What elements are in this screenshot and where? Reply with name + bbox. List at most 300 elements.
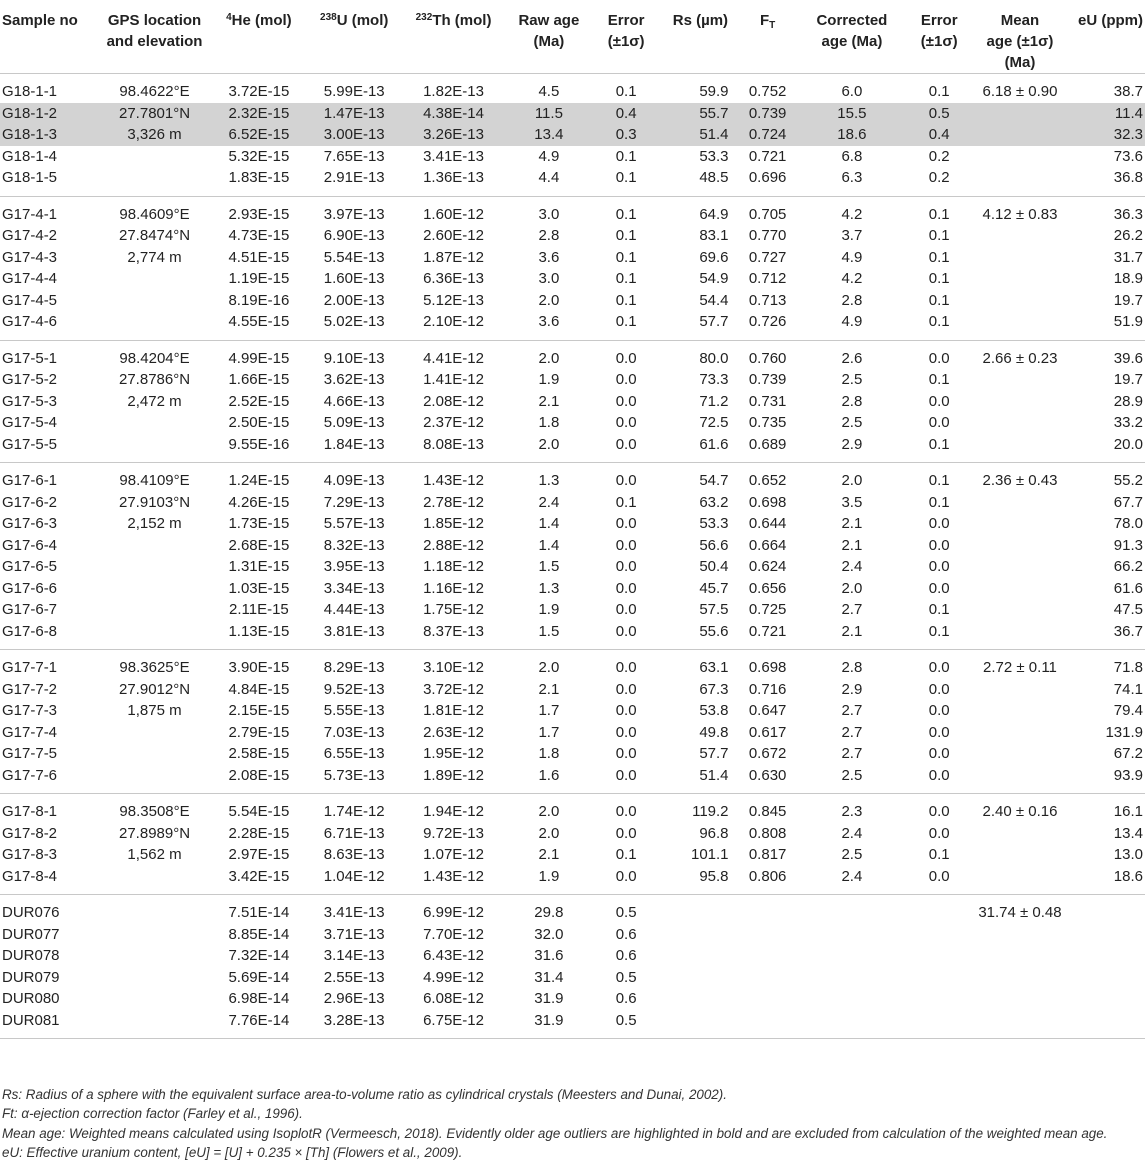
cell-raw-age: 3.0 [538, 205, 560, 223]
table-row [0, 599, 1145, 621]
cell-th: 1.81E-12 [423, 702, 484, 719]
cell-u: 8.29E-13 [323, 659, 385, 676]
cell-error-2: 0.1 [928, 313, 950, 330]
header-gps: GPS location and elevation [106, 12, 203, 50]
cell-eu [1073, 967, 1145, 989]
cell-error: 0.0 [615, 766, 637, 784]
spacer-cell [0, 333, 1145, 341]
cell-th: 1.75E-12 [423, 601, 484, 618]
cell-corrected-age: 2.7 [841, 601, 863, 618]
cell-eu: 93.9 [1113, 766, 1143, 784]
cell-u: 4.44E-13 [323, 601, 385, 618]
cell-he: 2.97E-15 [228, 846, 290, 863]
cell-he: 2.32E-15 [213, 103, 305, 125]
cell-eu: 55.2 [1113, 472, 1143, 489]
table-row [0, 348, 1145, 370]
cell-th: 1.36E-13 [423, 169, 484, 186]
cell-error-2: 0.0 [928, 579, 950, 597]
cell-raw-age: 3.6 [538, 313, 560, 330]
cell-ft: 0.721 [748, 622, 787, 640]
cell-mean-age [967, 679, 1072, 701]
cell-gps: 27.7801°N [96, 103, 212, 125]
cell-gps: 98.4609°E [119, 205, 190, 223]
table-row [0, 124, 1145, 146]
cell-rs: 51.4 [658, 124, 742, 146]
cell-error-2: 0.0 [928, 702, 950, 719]
cell-u: 5.55E-13 [323, 702, 385, 719]
cell-he: 4.99E-15 [228, 349, 290, 367]
cell-mean-age [967, 167, 1072, 189]
cell-error: 0.3 [594, 124, 658, 146]
cell-raw-age: 1.7 [538, 723, 560, 741]
cell-rs: 63.2 [699, 493, 729, 511]
cell-corrected-age: 15.5 [793, 103, 911, 125]
cell-error: 0.0 [615, 472, 637, 489]
cell-he: 1.03E-15 [228, 579, 290, 597]
table-row [0, 823, 1145, 845]
cell-error: 0.0 [615, 558, 637, 575]
cell-gps [96, 311, 212, 333]
cell-corrected-age: 3.7 [841, 227, 863, 244]
cell-corrected-age: 2.5 [841, 846, 863, 863]
cell-error-2: 0.0 [928, 536, 950, 554]
cell-raw-age: 2.8 [538, 227, 560, 244]
cell-raw-age: 2.0 [538, 803, 560, 820]
cell-rs: 53.3 [699, 515, 729, 532]
cell-he: 2.79E-15 [228, 723, 290, 741]
cell-rs: 48.5 [699, 169, 729, 186]
cell-gps [96, 556, 212, 578]
cell-mean-age: 2.36 ± 0.43 [982, 472, 1058, 489]
cell-th: 1.41E-12 [423, 371, 484, 388]
cell-rs: 51.4 [699, 766, 729, 784]
cell-raw-age: 1.4 [538, 515, 560, 532]
table-row [0, 247, 1145, 269]
cell-sample: G17-6-1 [2, 472, 58, 489]
cell-he: 2.28E-15 [228, 824, 290, 842]
cell-th: 8.08E-13 [423, 435, 484, 453]
cell-ft: 0.617 [748, 723, 787, 741]
cell-u: 7.29E-13 [323, 493, 385, 511]
cell-corrected-age: 4.9 [841, 313, 863, 330]
cell-u: 2.00E-13 [323, 291, 385, 309]
cell-error-2: 0.1 [928, 371, 950, 388]
cell-u: 6.55E-13 [323, 745, 385, 762]
cell-he: 1.24E-15 [228, 472, 290, 489]
cell-ft: 0.721 [748, 147, 787, 165]
cell-raw-age: 3.0 [538, 270, 560, 287]
cell-corrected-age: 2.8 [841, 291, 863, 309]
cell-error: 0.0 [615, 579, 637, 597]
cell-u: 5.73E-13 [323, 766, 385, 784]
cell-he: 2.11E-15 [229, 601, 289, 618]
cell-th: 4.41E-12 [423, 349, 484, 367]
cell-eu: 31.7 [1113, 248, 1143, 266]
cell-sample: G18-1-4 [2, 147, 58, 165]
cell-gps: 27.8474°N [119, 227, 191, 244]
cell-raw-age: 1.3 [538, 579, 560, 597]
cell-u: 5.09E-13 [323, 414, 385, 431]
cell-u: 4.66E-13 [323, 392, 385, 410]
cell-error-2: 0.5 [911, 103, 967, 125]
cell-raw-age: 32.0 [534, 925, 564, 943]
cell-mean-age [967, 412, 1072, 434]
cell-error: 0.1 [615, 291, 637, 309]
header-error-2: Error (±1σ) [920, 12, 958, 50]
cell-gps [96, 434, 212, 456]
cell-th: 1.43E-12 [423, 867, 484, 885]
sample-group [0, 463, 1145, 650]
cell-raw-age: 31.6 [534, 947, 564, 964]
cell-error: 0.1 [615, 493, 637, 511]
cell-ft: 0.630 [748, 766, 787, 784]
cell-sample: G17-4-3 [2, 248, 58, 266]
cell-ft [743, 967, 793, 989]
cell-th: 1.82E-13 [423, 83, 484, 100]
cell-error-2 [911, 988, 967, 1010]
cell-mean-age: 2.40 ± 0.16 [982, 803, 1058, 820]
cell-gps [96, 268, 212, 290]
cell-th: 1.18E-12 [423, 558, 484, 575]
cell-ft [743, 945, 793, 967]
cell-mean-age [967, 492, 1072, 514]
cell-u: 3.95E-13 [323, 558, 385, 575]
footnote-ft: Ft: α-ejection correction factor (Farley et al., 1996). [2, 1106, 303, 1122]
footnote-mean-age: Mean age: Weighted means calculated using IsoplotR (Vermeesch, 2018). Evidently older age outliers are highlighted in bold and are excluded from calculation of the weighted mean age. [2, 1125, 1108, 1141]
cell-rs: 50.4 [699, 558, 729, 575]
cell-ft: 0.727 [748, 248, 787, 266]
cell-error-2: 0.0 [928, 803, 950, 820]
table-row [0, 103, 1145, 125]
cell-rs: 101.1 [690, 846, 729, 863]
cell-raw-age: 4.5 [538, 83, 560, 100]
cell-u: 6.71E-13 [323, 824, 385, 842]
cell-he: 5.54E-15 [228, 803, 290, 820]
cell-rs: 64.9 [699, 205, 729, 223]
header-mean-age: Mean age (±1σ) (Ma) [986, 12, 1054, 71]
cell-ft: 0.624 [748, 558, 787, 575]
table-row [0, 945, 1145, 967]
cell-mean-age [967, 513, 1072, 535]
cell-raw-age: 29.8 [534, 904, 564, 921]
cell-th: 1.16E-12 [423, 579, 484, 597]
spacer-cell [0, 455, 1145, 463]
cell-rs: 59.9 [699, 83, 729, 100]
cell-error-2: 0.0 [928, 723, 950, 741]
cell-mean-age: 31.74 ± 0.48 [978, 904, 1062, 921]
cell-he: 7.76E-14 [228, 1011, 290, 1029]
cell-eu: 36.8 [1113, 169, 1143, 186]
cell-th: 5.12E-13 [423, 291, 484, 309]
table-row [0, 765, 1145, 787]
cell-sample: G17-4-2 [2, 227, 58, 244]
cell-error-2: 0.1 [928, 622, 950, 640]
cell-th: 6.75E-12 [423, 1011, 484, 1029]
cell-sample: DUR078 [2, 947, 60, 964]
cell-sample: G17-6-5 [2, 558, 58, 575]
cell-mean-age [967, 535, 1072, 557]
cell-error-2: 0.0 [928, 867, 950, 885]
cell-mean-age [967, 103, 1072, 125]
cell-sample: G17-7-4 [2, 723, 58, 741]
cell-gps: 98.4204°E [119, 349, 190, 367]
cell-u: 9.52E-13 [323, 680, 385, 698]
cell-corrected-age: 2.9 [841, 435, 863, 453]
cell-u: 3.81E-13 [323, 622, 385, 640]
cell-th: 1.07E-12 [423, 846, 484, 863]
cell-corrected-age: 2.1 [841, 515, 863, 532]
cell-u: 1.47E-13 [305, 103, 403, 125]
cell-ft [743, 924, 793, 946]
cell-th: 3.72E-12 [423, 680, 484, 698]
cell-ft [743, 1010, 793, 1032]
cell-gps: 27.9012°N [119, 680, 191, 698]
cell-error: 0.0 [615, 723, 637, 741]
cell-rs [658, 967, 742, 989]
cell-sample: G17-5-4 [2, 414, 58, 431]
cell-error: 0.0 [615, 349, 637, 367]
cell-rs: 49.8 [699, 723, 729, 741]
cell-he: 4.73E-15 [228, 227, 290, 244]
cell-ft: 0.726 [748, 313, 787, 330]
cell-mean-age [967, 988, 1072, 1010]
cell-u: 3.34E-13 [323, 579, 385, 597]
cell-corrected-age: 2.7 [841, 723, 863, 741]
cell-corrected-age: 3.5 [841, 493, 863, 511]
cell-error: 0.1 [615, 169, 637, 186]
cell-error-2: 0.4 [911, 124, 967, 146]
cell-sample: DUR076 [2, 904, 60, 921]
cell-error-2: 0.0 [928, 349, 950, 367]
table-row [0, 492, 1145, 514]
cell-error: 0.0 [615, 601, 637, 618]
cell-error-2: 0.1 [928, 601, 950, 618]
cell-raw-age: 13.4 [504, 124, 594, 146]
cell-u: 9.10E-13 [323, 349, 385, 367]
table-row [0, 470, 1145, 492]
cell-error-2: 0.0 [928, 745, 950, 762]
cell-error-2: 0.0 [928, 659, 950, 676]
cell-corrected-age: 6.8 [841, 147, 863, 165]
cell-eu: 67.2 [1113, 745, 1143, 762]
cell-error-2: 0.1 [928, 83, 950, 100]
cell-he: 4.26E-15 [228, 493, 290, 511]
cell-gps: 98.4622°E [119, 83, 190, 100]
cell-he: 2.58E-15 [228, 745, 290, 762]
table-footnotes [2, 1085, 1142, 1163]
cell-u: 7.65E-13 [323, 147, 385, 165]
cell-th: 4.38E-14 [403, 103, 503, 125]
table-row [0, 290, 1145, 312]
cell-corrected-age: 2.3 [841, 803, 863, 820]
cell-raw-age: 2.1 [538, 392, 560, 410]
cell-corrected-age [793, 988, 911, 1010]
cell-error: 0.5 [615, 904, 637, 921]
cell-gps [96, 412, 212, 434]
cell-eu: 51.9 [1113, 313, 1143, 330]
cell-corrected-age [793, 902, 911, 924]
cell-corrected-age: 2.0 [841, 472, 863, 489]
cell-eu: 28.9 [1113, 392, 1143, 410]
cell-error: 0.1 [615, 147, 637, 165]
cell-rs: 54.7 [699, 472, 729, 489]
cell-mean-age [967, 621, 1072, 643]
cell-eu: 61.6 [1113, 579, 1143, 597]
cell-ft: 0.724 [743, 124, 793, 146]
cell-th: 3.26E-13 [403, 124, 503, 146]
cell-error-2: 0.1 [928, 248, 950, 266]
group-spacer [0, 887, 1145, 895]
cell-gps [96, 599, 212, 621]
cell-he: 3.90E-15 [228, 659, 290, 676]
cell-he: 1.73E-15 [228, 515, 290, 532]
cell-error: 0.0 [615, 867, 637, 885]
cell-th: 1.87E-12 [423, 248, 484, 266]
cell-gps: 27.8989°N [119, 824, 191, 842]
group-spacer [0, 1031, 1145, 1039]
cell-eu [1073, 924, 1145, 946]
cell-u: 5.57E-13 [323, 515, 385, 532]
cell-u: 4.09E-13 [323, 472, 385, 489]
cell-u: 8.32E-13 [323, 536, 385, 554]
sample-group [0, 650, 1145, 794]
cell-rs: 53.8 [699, 702, 729, 719]
spacer-cell [0, 74, 1145, 82]
cell-gps [96, 722, 212, 744]
cell-ft: 0.725 [748, 601, 787, 618]
cell-gps: 27.8786°N [119, 371, 191, 388]
cell-error: 0.0 [615, 435, 637, 453]
cell-error: 0.0 [615, 371, 637, 388]
header-he: $^4$He (mol) [226, 12, 292, 29]
cell-sample: G17-6-7 [2, 601, 58, 618]
cell-rs: 54.9 [699, 270, 729, 287]
cell-gps [96, 578, 212, 600]
cell-rs: 63.1 [699, 659, 729, 676]
cell-th: 1.89E-12 [423, 766, 484, 784]
group-spacer [0, 642, 1145, 650]
cell-raw-age: 2.4 [538, 493, 560, 511]
cell-rs: 119.2 [692, 803, 729, 820]
cell-eu: 79.4 [1113, 702, 1143, 719]
cell-sample: G17-8-1 [2, 803, 58, 820]
cell-he: 7.32E-14 [228, 947, 290, 964]
cell-corrected-age [793, 945, 911, 967]
sample-group [0, 196, 1145, 340]
cell-th: 2.63E-12 [423, 723, 484, 741]
cell-gps [96, 167, 212, 189]
spacer-cell [0, 895, 1145, 903]
cell-sample: G17-8-3 [2, 846, 58, 863]
cell-ft: 0.698 [748, 493, 787, 511]
cell-corrected-age: 2.1 [841, 622, 863, 640]
cell-sample: G17-6-6 [2, 579, 58, 597]
cell-gps: 2,152 m [127, 515, 182, 532]
cell-rs: 54.4 [699, 291, 729, 309]
cell-sample: G18-1-1 [2, 83, 58, 100]
cell-eu: 74.1 [1113, 680, 1143, 698]
cell-rs: 83.1 [699, 227, 729, 244]
cell-th: 6.08E-12 [423, 990, 484, 1007]
cell-eu: 13.0 [1113, 846, 1143, 863]
cell-u: 3.41E-13 [323, 904, 385, 921]
cell-ft: 0.808 [748, 824, 787, 842]
sample-group [0, 895, 1145, 1039]
cell-corrected-age: 2.5 [841, 371, 863, 388]
cell-corrected-age: 18.6 [793, 124, 911, 146]
cell-mean-age [967, 290, 1072, 312]
cell-mean-age [967, 844, 1072, 866]
table-row [0, 204, 1145, 226]
cell-ft: 0.739 [743, 103, 793, 125]
cell-mean-age [967, 823, 1072, 845]
cell-raw-age: 31.9 [534, 1011, 564, 1029]
cell-mean-age [967, 599, 1072, 621]
cell-error: 0.0 [615, 659, 637, 676]
cell-sample: G17-4-4 [2, 270, 58, 287]
footnote-rs: Rs: Radius of a sphere with the equivalent surface area-to-volume ratio as cylindrical crystals (Meesters and Dunai, 2002). [2, 1087, 727, 1102]
cell-rs [658, 945, 742, 967]
cell-raw-age: 1.9 [538, 371, 560, 388]
cell-corrected-age: 4.2 [841, 270, 863, 287]
cell-rs: 73.3 [699, 371, 729, 388]
cell-raw-age: 2.0 [538, 659, 560, 676]
cell-sample: G17-6-8 [2, 622, 58, 640]
cell-eu: 26.2 [1113, 227, 1143, 244]
cell-eu [1073, 988, 1145, 1010]
table-row [0, 801, 1145, 823]
cell-eu: 18.9 [1113, 270, 1143, 287]
cell-corrected-age: 2.8 [841, 659, 863, 676]
cell-raw-age: 1.7 [538, 702, 560, 719]
cell-error: 0.6 [615, 925, 637, 943]
cell-error: 0.0 [615, 536, 637, 554]
cell-ft: 0.656 [748, 579, 787, 597]
cell-gps [96, 945, 212, 967]
cell-raw-age: 31.4 [534, 968, 564, 986]
cell-eu: 36.3 [1113, 205, 1143, 223]
group-spacer [0, 340, 1145, 348]
cell-th: 3.41E-13 [423, 147, 484, 165]
cell-corrected-age [793, 967, 911, 989]
cell-th: 1.60E-12 [423, 205, 484, 223]
cell-rs: 55.7 [658, 103, 742, 125]
cell-rs: 67.3 [699, 680, 729, 698]
cell-th: 2.37E-12 [423, 414, 484, 431]
cell-ft: 0.647 [748, 702, 787, 719]
cell-sample: G17-5-2 [2, 371, 58, 388]
cell-he: 5.32E-15 [228, 147, 290, 165]
cell-he: 1.13E-15 [228, 622, 290, 640]
cell-raw-age: 1.3 [538, 472, 560, 489]
cell-gps [96, 866, 212, 888]
cell-gps [96, 967, 212, 989]
cell-raw-age: 2.0 [538, 824, 560, 842]
cell-mean-age [967, 578, 1072, 600]
cell-error: 0.1 [615, 205, 637, 223]
spacer-cell [0, 463, 1145, 471]
cell-corrected-age: 2.4 [841, 558, 863, 575]
cell-raw-age: 4.9 [538, 147, 560, 165]
group-spacer [0, 650, 1145, 658]
cell-error-2: 0.0 [928, 766, 950, 784]
cell-error-2: 0.1 [928, 227, 950, 244]
cell-raw-age: 1.8 [538, 414, 560, 431]
cell-corrected-age: 6.3 [841, 169, 863, 186]
spacer-cell [0, 189, 1145, 197]
table-row [0, 311, 1145, 333]
cell-eu: 78.0 [1113, 515, 1143, 532]
